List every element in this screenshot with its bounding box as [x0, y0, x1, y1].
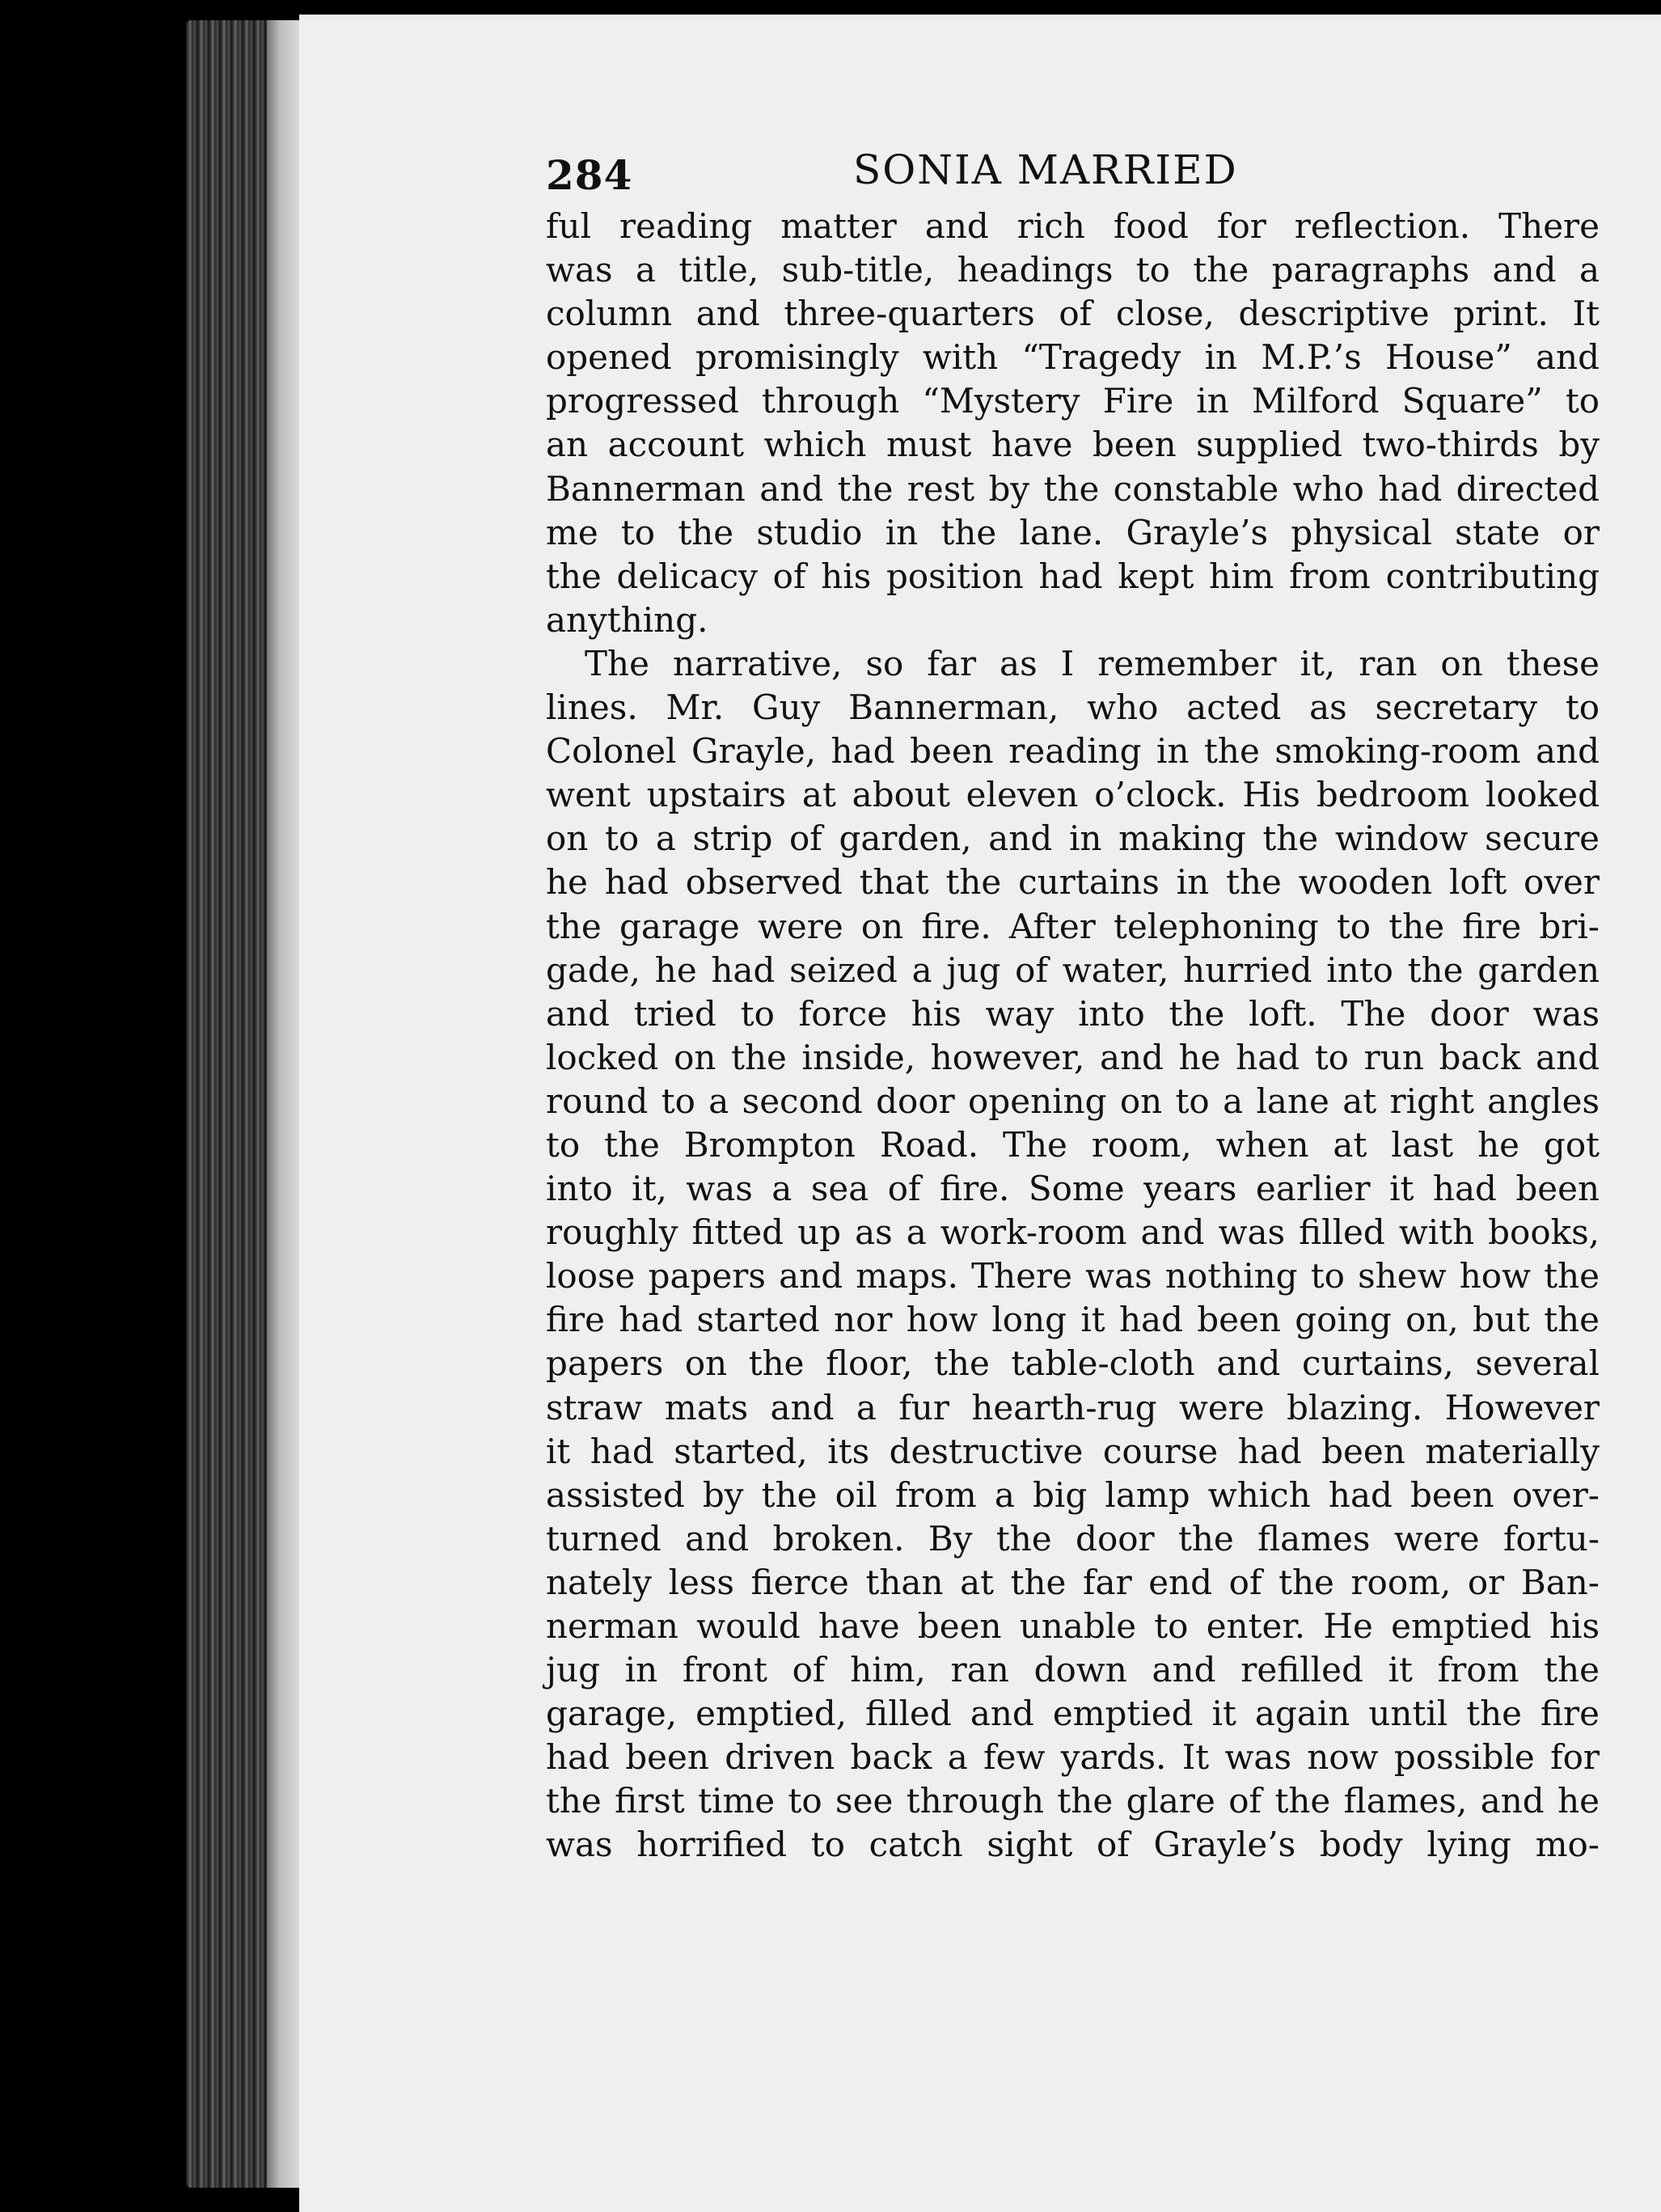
- text-line: Bannerman and the rest by the constable who had directed: [546, 468, 1600, 509]
- text-line: an account which must have been supplied two-thirds by: [546, 425, 1600, 465]
- text-line: me to the studio in the lane. Grayle’s physical state or: [546, 512, 1600, 552]
- text-line: on to a strip of garden, and in making the window secure: [546, 818, 1600, 859]
- text-line: garage, emptied, filled and emptied it again until the fire: [546, 1694, 1600, 1734]
- text-line: it had started, its destructive course had been materially: [546, 1431, 1600, 1471]
- text-line: turned and broken. By the door the flames were fortu-: [546, 1518, 1600, 1559]
- text-line: round to a second door opening on to a lane at right angles: [546, 1081, 1600, 1121]
- text-line: jug in front of him, ran down and refilled it from the: [546, 1650, 1600, 1690]
- text-line: was horrified to catch sight of Grayle’s body lying mo-: [546, 1825, 1600, 1865]
- page-content: [546, 132, 1600, 1867]
- text-line: the delicacy of his position had kept him from contributing: [546, 556, 1600, 596]
- text-line: papers on the floor, the table-cloth and curtains, several: [546, 1343, 1600, 1384]
- text-line: into it, was a sea of fire. Some years earlier it had been: [546, 1169, 1600, 1209]
- text-line: the garage were on fire. After telephoning to the fire bri-: [546, 906, 1600, 946]
- text-line: roughly fitted up as a work-room and was filled with books,: [546, 1212, 1600, 1253]
- text-line: gade, he had seized a jug of water, hurried into the garden: [546, 950, 1600, 990]
- page-number: 284: [546, 151, 633, 199]
- text-line: to the Brompton Road. The room, when at last he got: [546, 1124, 1600, 1165]
- book-page: [299, 15, 1661, 2212]
- text-line: opened promisingly with “Tragedy in M.P.’s House” and: [546, 337, 1600, 378]
- text-line: Colonel Grayle, had been reading in the smoking-room and: [546, 731, 1600, 772]
- text-line: ful reading matter and rich food for reflection. There: [546, 206, 1600, 246]
- text-line: straw mats and a fur hearth-rug were blazing. However: [546, 1387, 1600, 1427]
- text-line: nately less fierce than at the far end of the room, or Ban-: [546, 1562, 1600, 1602]
- text-line: nerman would have been unable to enter. He emptied his: [546, 1606, 1600, 1646]
- text-line: progressed through “Mystery Fire in Milford Square” to: [546, 381, 1600, 421]
- text-line: assisted by the oil from a big lamp which had been over-: [546, 1474, 1600, 1515]
- text-line: went upstairs at about eleven o’clock. His bedroom looked: [546, 775, 1600, 815]
- text-line: and tried to force his way into the loft. The door was: [546, 993, 1600, 1034]
- text-line: was a title, sub-title, headings to the paragraphs and a: [546, 250, 1600, 290]
- text-line: column and three-quarters of close, descriptive print. It: [546, 294, 1600, 334]
- text-line: lines. Mr. Guy Bannerman, who acted as secretary to: [546, 687, 1600, 728]
- text-line: The narrative, so far as I remember it, ran on these: [585, 643, 1600, 683]
- text-line: the first time to see through the glare of the flames, and he: [546, 1781, 1600, 1821]
- running-title: SONIA MARRIED: [853, 146, 1238, 193]
- text-line: he had observed that the curtains in the wooden loft over: [546, 862, 1600, 903]
- text-line: had been driven back a few yards. It was now possible for: [546, 1737, 1600, 1778]
- text-line: fire had started nor how long it had been going on, but the: [546, 1300, 1600, 1340]
- book-edge-highlight: [267, 20, 299, 2188]
- running-head: [546, 132, 1600, 205]
- text-line: locked on the inside, however, and he had to run back and: [546, 1037, 1600, 1077]
- text-line: loose papers and maps. There was nothing to shew how the: [546, 1256, 1600, 1296]
- body-text: [546, 205, 1600, 1867]
- text-line: anything.: [546, 599, 708, 640]
